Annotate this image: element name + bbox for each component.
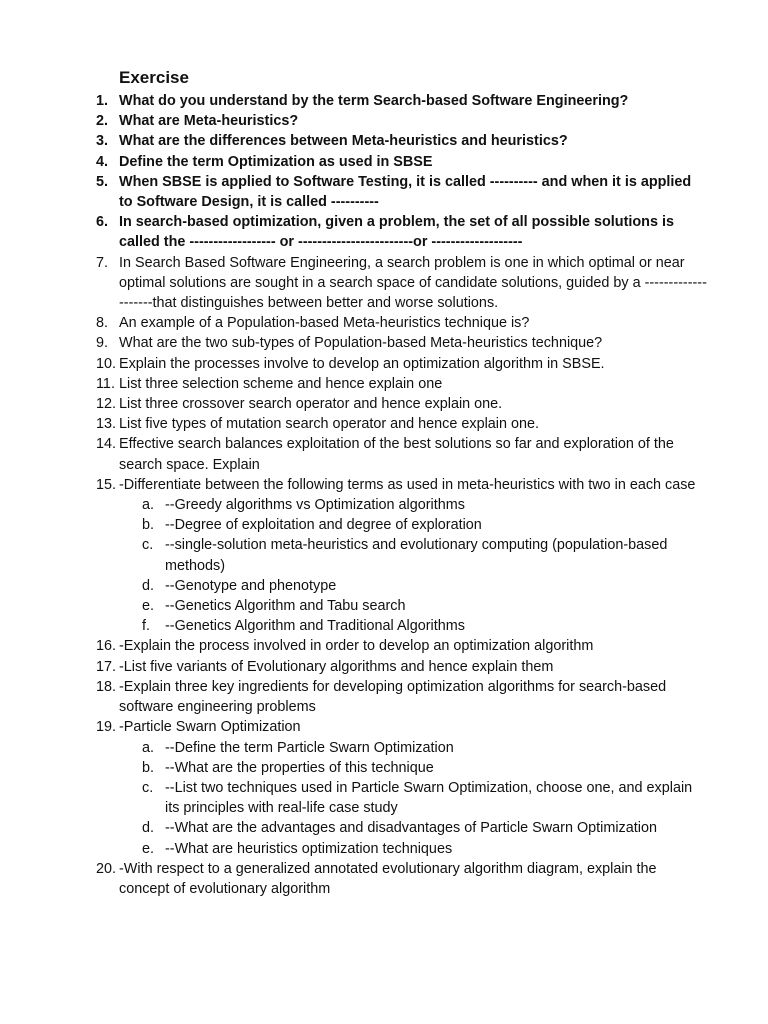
- sub-question-item: [119, 596, 708, 616]
- question-item: [0, 475, 768, 637]
- sub-question-letter: b.: [142, 517, 155, 534]
- sub-question-item: [119, 535, 708, 575]
- sub-question-text: --Degree of exploitation and degree of exploration: [165, 517, 482, 534]
- question-text: What do you understand by the term Search-based Software Engineering?: [119, 93, 629, 109]
- sub-question-letter: c.: [142, 537, 154, 554]
- sub-question-item: [119, 818, 708, 838]
- sub-question-text: --single-solution meta-heuristics and evolutionary computing (population-based methods): [165, 537, 668, 574]
- question-number: 19.: [96, 719, 117, 736]
- sub-question-letter: d.: [142, 577, 155, 594]
- question-number: 12.: [96, 396, 117, 413]
- question-item: [0, 172, 768, 212]
- sub-question-text: --What are heuristics optimization techniques: [165, 840, 453, 857]
- question-number: 5.: [96, 173, 109, 190]
- sub-question-text: --List two techniques used in Particle Swarn Optimization, choose one, and explain its principles with real-life case study: [165, 779, 693, 817]
- sub-question-letter: c.: [142, 779, 154, 796]
- sub-question-item: [119, 616, 708, 636]
- question-number: 14.: [96, 436, 117, 453]
- sub-question-letter: e.: [142, 598, 155, 615]
- question-text: Effective search balances exploitation of the best solutions so far and exploration of the search space. Explain: [119, 436, 674, 473]
- question-number: 10.: [96, 355, 117, 372]
- question-item: [0, 354, 768, 374]
- question-item: [0, 131, 768, 151]
- sub-question-text: --What are the properties of this technique: [165, 759, 434, 776]
- sub-question-item: [119, 576, 708, 596]
- question-item: [0, 152, 768, 172]
- sub-question-item: [119, 738, 708, 758]
- sub-question-list: [119, 495, 708, 636]
- sub-question-text: --What are the advantages and disadvantages of Particle Swarn Optimization: [165, 820, 657, 837]
- question-item: [0, 91, 768, 111]
- question-item: [0, 313, 768, 333]
- question-number: 16.: [96, 638, 117, 655]
- question-number: 17.: [96, 658, 117, 675]
- sub-question-list: [119, 738, 708, 859]
- question-list: [0, 91, 768, 899]
- sub-question-item: [119, 495, 708, 515]
- sub-question-letter: d.: [142, 820, 155, 837]
- question-text: -Explain three key ingredients for developing optimization algorithms for search-based software engineering problems: [119, 678, 667, 716]
- question-text: -With respect to a generalized annotated evolutionary algorithm diagram, explain the concept of evolutionary algorithm: [119, 860, 657, 897]
- question-text: List three selection scheme and hence explain one: [119, 375, 443, 392]
- sub-question-text: --Greedy algorithms vs Optimization algorithms: [165, 497, 465, 514]
- question-number: 2.: [96, 113, 109, 130]
- question-item: [0, 677, 768, 717]
- sub-question-item: [119, 515, 708, 535]
- question-number: 3.: [96, 133, 109, 150]
- question-number: 7.: [96, 254, 109, 271]
- sub-question-item: [119, 758, 708, 778]
- question-item: [0, 859, 768, 899]
- question-item: [0, 253, 768, 314]
- sub-question-text: --Genotype and phenotype: [165, 577, 337, 594]
- question-text: -List five variants of Evolutionary algorithms and hence explain them: [119, 658, 554, 675]
- question-number: 15.: [96, 476, 117, 493]
- question-item: [0, 394, 768, 414]
- question-text: In search-based optimization, given a problem, the set of all possible solutions is called the ------------------ or ------------------------or -------------------: [119, 214, 674, 251]
- sub-question-letter: e.: [142, 840, 155, 857]
- question-text: When SBSE is applied to Software Testing, it is called ---------- and when it is applied to Software Design, it is called ----------: [119, 173, 692, 211]
- question-text: -Differentiate between the following terms as used in meta-heuristics with two in each case: [119, 476, 696, 493]
- sub-question-letter: a.: [142, 739, 155, 756]
- question-text: Define the term Optimization as used in SBSE: [119, 153, 433, 170]
- question-text: -Particle Swarn Optimization: [119, 719, 301, 736]
- question-text: What are the differences between Meta-heuristics and heuristics?: [119, 133, 568, 150]
- question-number: 4.: [96, 153, 109, 170]
- question-item: [0, 333, 768, 353]
- question-item: [0, 636, 768, 656]
- question-number: 1.: [96, 93, 109, 109]
- question-item: [0, 111, 768, 131]
- question-text: What are the two sub-types of Population-based Meta-heuristics technique?: [119, 335, 603, 352]
- question-text: List three crossover search operator and hence explain one.: [119, 396, 503, 413]
- question-number: 11.: [96, 375, 115, 392]
- question-item: [0, 374, 768, 394]
- question-text: Explain the processes involve to develop an optimization algorithm in SBSE.: [119, 355, 605, 372]
- question-item: [0, 212, 768, 252]
- sub-question-letter: f.: [142, 618, 150, 635]
- question-item: [0, 434, 768, 474]
- question-text: An example of a Population-based Meta-heuristics technique is?: [119, 315, 530, 332]
- question-text: In Search Based Software Engineering, a search problem is one in which optimal or near optimal solutions are sought in a search space of candidate solutions, guided by a --------------------that distinguishes between better and worse solutions.: [119, 254, 707, 312]
- sub-question-text: --Define the term Particle Swarn Optimization: [165, 739, 454, 756]
- sub-question-letter: b.: [142, 759, 155, 776]
- question-text: List five types of mutation search operator and hence explain one.: [119, 416, 539, 433]
- question-number: 9.: [96, 335, 109, 352]
- question-text: -Explain the process involved in order to develop an optimization algorithm: [119, 638, 594, 655]
- question-number: 8.: [96, 315, 109, 332]
- question-number: 18.: [96, 678, 117, 695]
- question-text: What are Meta-heuristics?: [119, 113, 299, 130]
- question-item: [0, 657, 768, 677]
- sub-question-letter: a.: [142, 497, 155, 514]
- sub-question-item: [119, 839, 708, 859]
- question-number: 13.: [96, 416, 117, 433]
- sub-question-text: --Genetics Algorithm and Tabu search: [165, 598, 406, 615]
- question-item: [0, 717, 768, 858]
- question-number: 20.: [96, 860, 117, 877]
- question-item: [0, 414, 768, 434]
- sub-question-item: [119, 778, 708, 818]
- question-number: 6.: [96, 214, 109, 231]
- page-title: Exercise: [119, 68, 189, 87]
- sub-question-text: --Genetics Algorithm and Traditional Algorithms: [165, 618, 465, 635]
